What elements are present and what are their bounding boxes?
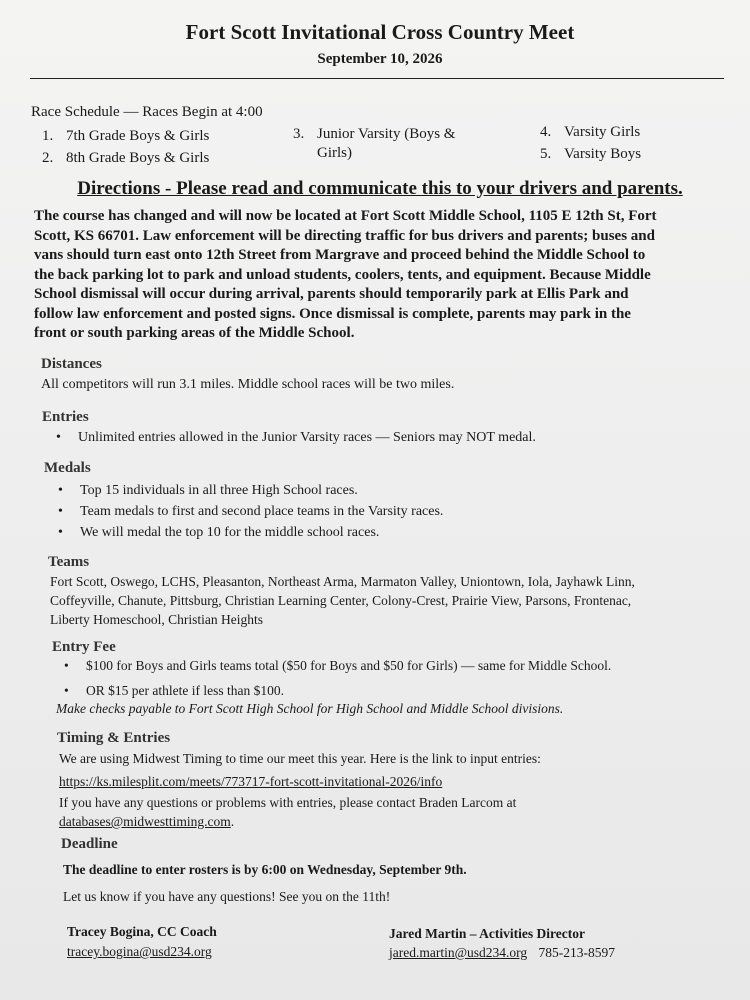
director-phone: 785-213-8597	[538, 945, 616, 960]
teams-list	[50, 572, 635, 629]
teams-line: Coffeyville, Chanute, Pittsburg, Christian Learning Center, Colony-Crest, Prairie View, Parsons, Frontenac,	[50, 593, 632, 608]
entries-bullet: • Unlimited entries allowed in the Junior Varsity races — Seniors may NOT medal.	[56, 430, 536, 445]
entry-fee-bullet: • $100 for Boys and Girls teams total ($50 for Boys and $50 for Girls) — same for Middle School.	[64, 658, 612, 673]
directions-body	[34, 207, 724, 344]
deadline-text: The deadline to enter rosters is by 6:00 on Wednesday, September 9th.	[63, 862, 467, 877]
teams-line: Fort Scott, Oswego, LCHS, Pleasanton, Northeast Arma, Marmaton Valley, Uniontown, Iola, Jayhawk Linn,	[50, 574, 635, 589]
medals-bullet: • We will medal the top 10 for the middle school races.	[58, 525, 380, 540]
closing-text: Let us know if you have any questions! See you on the 11th!	[63, 889, 391, 904]
schedule-heading: Race Schedule — Races Begin at 4:00	[31, 104, 263, 120]
entries-link[interactable]: https://ks.milesplit.com/meets/773717-fort-scott-invitational-2026/info	[59, 774, 443, 789]
coach-name: Tracey Bogina, CC Coach	[67, 924, 217, 939]
schedule-item: 5. Varsity Boys	[540, 146, 642, 162]
deadline-heading: Deadline	[61, 836, 118, 852]
director-contact	[389, 943, 615, 963]
director-email-link[interactable]: jared.martin@usd234.org	[389, 945, 528, 960]
timing-heading: Timing & Entries	[57, 730, 171, 746]
schedule-item: 3. Junior Varsity (Boys &	[293, 126, 456, 142]
directions-line: School dismissal will occur during arrival, parents should temporarily park at Ellis Park and	[34, 286, 629, 302]
contact-email-line: databases@midwesttiming.com.	[59, 814, 235, 829]
teams-line: Liberty Homeschool, Christian Heights	[50, 612, 263, 627]
schedule-item: 2. 8th Grade Boys & Girls	[42, 150, 210, 166]
schedule-item: 4. Varsity Girls	[540, 124, 641, 140]
medals-heading: Medals	[44, 460, 91, 476]
header-divider	[30, 78, 724, 79]
director-name: Jared Martin – Activities Director	[389, 926, 585, 941]
contact-text: If you have any questions or problems with entries, please contact Braden Larcom at	[59, 795, 517, 810]
contact-email-link[interactable]: databases@midwesttiming.com	[59, 814, 231, 829]
distances-heading: Distances	[41, 356, 102, 372]
schedule-item-continued: Girls)	[317, 145, 352, 161]
directions-heading: Directions - Please read and communicate this to your drivers and parents.	[77, 178, 683, 199]
entry-fee-note: Make checks payable to Fort Scott High School for High School and Middle School divisions.	[56, 701, 564, 716]
teams-heading: Teams	[48, 554, 90, 570]
entry-fee-bullet: • OR $15 per athlete if less than $100.	[64, 683, 284, 698]
entry-fee-heading: Entry Fee	[52, 639, 116, 655]
coach-email-link[interactable]: tracey.bogina@usd234.org	[67, 944, 212, 959]
schedule-item: 1. 7th Grade Boys & Girls	[42, 128, 210, 144]
entries-heading: Entries	[42, 409, 89, 425]
directions-line: follow law enforcement and posted signs. Once dismissal is complete, parents may park in the	[34, 305, 631, 322]
meet-date: September 10, 2026	[317, 51, 443, 67]
directions-line: Scott, KS 66701. Law enforcement will be directing traffic for bus drivers and parents; buses and	[34, 227, 655, 244]
medals-bullet: • Team medals to first and second place teams in the Varsity races.	[58, 504, 444, 519]
directions-line: the back parking lot to park and unload students, coolers, tents, and equipment. Because Middle	[34, 266, 651, 283]
distances-text: All competitors will run 3.1 miles. Middle school races will be two miles.	[41, 377, 455, 392]
directions-line: vans should turn east onto 12th Street from Margrave and proceed behind the Middle School to	[34, 247, 646, 263]
medals-bullet: • Top 15 individuals in all three High School races.	[58, 483, 358, 498]
page-title: Fort Scott Invitational Cross Country Meet	[185, 20, 575, 44]
directions-line: front or south parking areas of the Middle School.	[34, 325, 355, 341]
timing-text: We are using Midwest Timing to time our meet this year. Here is the link to input entries:	[59, 751, 541, 766]
directions-line: The course has changed and will now be located at Fort Scott Middle School, 1105 E 12th St, Fort	[34, 208, 657, 224]
